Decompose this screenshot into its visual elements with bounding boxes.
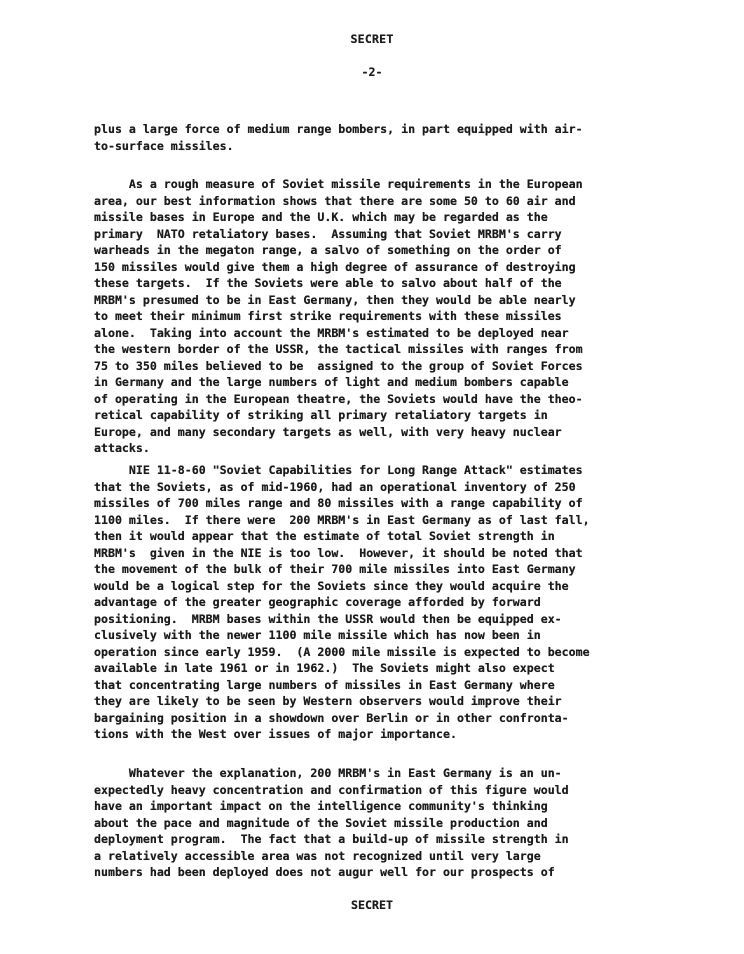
text-line: the western border of the USSR, the tactical missiles with ranges from <box>94 342 583 356</box>
text-line: that the Soviets, as of mid-1960, had an operational inventory of 250 <box>94 479 576 494</box>
text-line: plus a large force of medium range bombers, in part equipped with air- <box>94 122 583 136</box>
text-line: to meet their minimum first strike requirements with these missiles <box>94 309 562 323</box>
text-line: available in late 1961 or in 1962.) The Soviets might also expect <box>94 661 555 675</box>
text-line: to-surface missiles. <box>94 138 234 153</box>
text-line: operation since early 1959. (A 2000 mile missile is expected to become <box>94 644 590 659</box>
paragraph-missile-requirements <box>94 176 656 457</box>
text-line: Whatever the explanation, 200 MRBM's in East Germany is an un- <box>94 766 562 780</box>
text-line: about the pace and magnitude of the Soviet missile production and <box>94 815 548 830</box>
text-line: 1100 miles. If there were 200 MRBM's in East Germany as of last fall, <box>94 512 590 527</box>
text-line: As a rough measure of Soviet missile requirements in the European <box>94 177 583 191</box>
text-line: these targets. If the Soviets were able to salvo about half of the <box>94 276 562 290</box>
text-line: in Germany and the large numbers of light and medium bombers capable <box>94 375 569 389</box>
page-number: -2- <box>361 65 383 79</box>
text-line: missiles of 700 miles range and 80 missiles with a range capability of <box>94 496 583 510</box>
text-line: bargaining position in a showdown over Berlin or in other confronta- <box>94 710 569 725</box>
text-line: expectedly heavy concentration and confirmation of this figure would <box>94 782 569 797</box>
text-line: clusively with the newer 1100 mile missile which has now been in <box>94 628 541 642</box>
text-line: then it would appear that the estimate of total Soviet strength in <box>94 529 555 543</box>
text-line: that concentrating large numbers of missiles in East Germany where <box>94 677 555 692</box>
text-line: positioning. MRBM bases within the USSR would then be equipped ex- <box>94 611 562 626</box>
text-line: MRBM's presumed to be in East Germany, then they would be able nearly <box>94 292 576 307</box>
text-line: retical capability of striking all primary retaliatory targets in <box>94 408 548 422</box>
text-line: missile bases in Europe and the U.K. which may be regarded as the <box>94 210 548 224</box>
text-line: area, our best information shows that there are some 50 to 60 air and <box>94 193 576 208</box>
text-line: MRBM's given in the NIE is too low. However, it should be noted that <box>94 545 583 560</box>
text-line: deployment program. The fact that a build-up of missile strength in <box>94 832 569 846</box>
text-line: advantage of the greater geographic coverage afforded by forward <box>94 595 541 609</box>
text-line: NIE 11-8-60 "Soviet Capabilities for Long Range Attack" estimates <box>94 463 583 477</box>
classification-header: SECRET <box>350 32 394 46</box>
text-line: 150 missiles would give them a high degree of assurance of destroying <box>94 259 576 274</box>
text-line: warheads in the megaton range, a salvo of something on the order of <box>94 243 562 257</box>
text-line: 75 to 350 miles believed to be assigned to the group of Soviet Forces <box>94 358 583 373</box>
text-line: numbers had been deployed does not augur well for our prospects of <box>94 865 555 879</box>
text-line: attacks. <box>94 441 150 455</box>
paragraph-explanation <box>94 765 656 881</box>
paragraph-nie-estimate <box>94 462 656 743</box>
paragraph-continuation <box>94 121 656 154</box>
classification-footer: SECRET <box>351 898 393 912</box>
text-line: Europe, and many secondary targets as well, with very heavy nuclear <box>94 424 562 439</box>
text-line: a relatively accessible area was not recognized until very large <box>94 848 541 863</box>
text-line: the movement of the bulk of their 700 mile missiles into East Germany <box>94 562 576 576</box>
text-line: of operating in the European theatre, the Soviets would have the theo- <box>94 391 583 406</box>
text-line: alone. Taking into account the MRBM's estimated to be deployed near <box>94 325 569 340</box>
text-line: tions with the West over issues of major importance. <box>94 727 457 741</box>
text-line: they are likely to be seen by Western observers would improve their <box>94 694 562 708</box>
text-line: primary NATO retaliatory bases. Assuming that Soviet MRBM's carry <box>94 226 562 241</box>
text-line: would be a logical step for the Soviets since they would acquire the <box>94 578 569 593</box>
text-line: have an important impact on the intelligence community's thinking <box>94 799 548 813</box>
